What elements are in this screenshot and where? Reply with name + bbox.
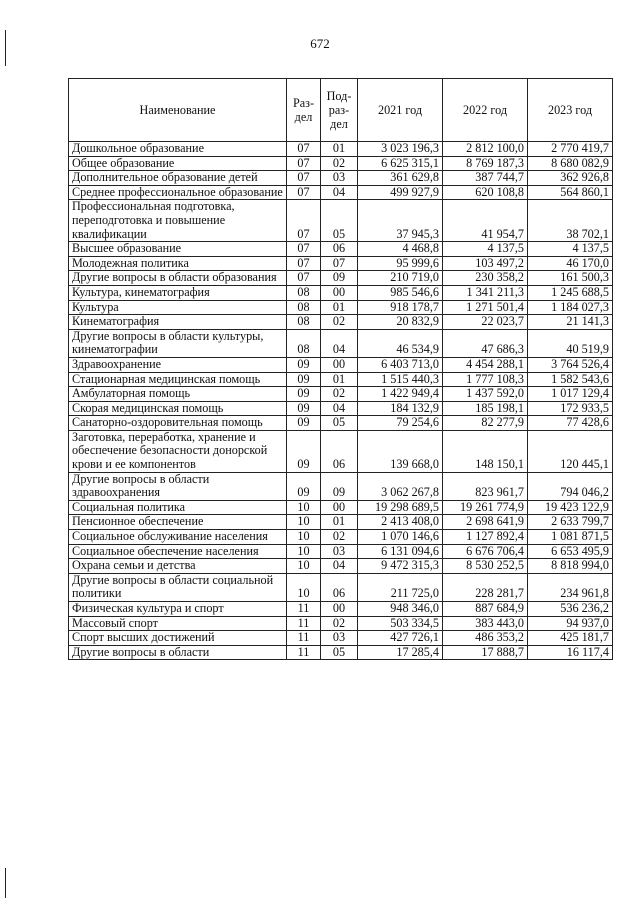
row-2021-cell: 6 131 094,6 [358,544,443,559]
row-subsection-cell: 00 [321,602,358,617]
row-2022-cell: 17 888,7 [443,645,528,660]
row-section-cell: 08 [287,315,321,330]
row-2023-cell: 21 141,3 [528,315,613,330]
row-subsection-cell: 03 [321,171,358,186]
row-section-cell: 11 [287,645,321,660]
row-2021-cell: 503 334,5 [358,616,443,631]
row-name-cell: Высшее образование [69,242,287,257]
row-2023-cell: 536 236,2 [528,602,613,617]
row-2022-cell: 185 198,1 [443,401,528,416]
row-name-cell: Другие вопросы в области здравоохранения [69,472,287,500]
row-2023-cell: 120 445,1 [528,430,613,472]
row-name-cell: Другие вопросы в области социальной политики [69,573,287,601]
table-body [69,142,613,660]
row-2022-cell: 823 961,7 [443,472,528,500]
row-subsection-cell: 06 [321,242,358,257]
row-2023-cell: 46 170,0 [528,256,613,271]
row-subsection-cell: 01 [321,142,358,157]
row-subsection-cell: 05 [321,200,358,242]
row-2021-cell: 6 403 713,0 [358,357,443,372]
table-row [69,544,613,559]
table-row [69,300,613,315]
row-name-cell: Молодежная политика [69,256,287,271]
row-2021-cell: 985 546,6 [358,285,443,300]
row-2021-cell: 20 832,9 [358,315,443,330]
row-2022-cell: 1 341 211,3 [443,285,528,300]
row-2023-cell: 94 937,0 [528,616,613,631]
row-2022-cell: 47 686,3 [443,329,528,357]
header-2023: 2023 год [528,79,613,142]
table-row [69,530,613,545]
row-name-cell: Дополнительное образование детей [69,171,287,186]
row-section-cell: 07 [287,200,321,242]
table-row [69,256,613,271]
row-2023-cell: 38 702,1 [528,200,613,242]
budget-table [68,78,613,660]
row-name-cell: Скорая медицинская помощь [69,401,287,416]
row-2023-cell: 1 017 129,4 [528,387,613,402]
row-2023-cell: 1 081 871,5 [528,530,613,545]
row-name-cell: Профессиональная подготовка, переподготовка и повышение квалификации [69,200,287,242]
row-section-cell: 08 [287,300,321,315]
row-2021-cell: 1 515 440,3 [358,372,443,387]
row-subsection-cell: 04 [321,559,358,574]
row-name-cell: Массовый спорт [69,616,287,631]
table-row [69,401,613,416]
table-row [69,645,613,660]
row-name-cell: Другие вопросы в области образования [69,271,287,286]
table-header-row [69,79,613,142]
row-2023-cell: 161 500,3 [528,271,613,286]
row-subsection-cell: 02 [321,616,358,631]
table-row [69,430,613,472]
row-2022-cell: 486 353,2 [443,631,528,646]
row-2022-cell: 2 698 641,9 [443,515,528,530]
row-section-cell: 07 [287,156,321,171]
header-section: Раз- дел [287,79,321,142]
row-2021-cell: 918 178,7 [358,300,443,315]
row-2023-cell: 16 117,4 [528,645,613,660]
row-2021-cell: 95 999,6 [358,256,443,271]
row-2023-cell: 1 245 688,5 [528,285,613,300]
header-name: Наименование [69,79,287,142]
header-2021: 2021 год [358,79,443,142]
row-2021-cell: 37 945,3 [358,200,443,242]
row-2023-cell: 564 860,1 [528,185,613,200]
row-subsection-cell: 05 [321,645,358,660]
row-2022-cell: 2 812 100,0 [443,142,528,157]
row-2022-cell: 387 744,7 [443,171,528,186]
row-2023-cell: 1 184 027,3 [528,300,613,315]
row-section-cell: 10 [287,530,321,545]
row-name-cell: Санаторно-оздоровительная помощь [69,416,287,431]
row-name-cell: Кинематография [69,315,287,330]
row-2023-cell: 1 582 543,6 [528,372,613,387]
row-section-cell: 10 [287,500,321,515]
row-name-cell: Общее образование [69,156,287,171]
row-2023-cell: 6 653 495,9 [528,544,613,559]
row-subsection-cell: 09 [321,271,358,286]
row-2022-cell: 620 108,8 [443,185,528,200]
row-2023-cell: 2 633 799,7 [528,515,613,530]
page-number: 672 [310,36,330,51]
row-name-cell: Социальное обслуживание населения [69,530,287,545]
row-2021-cell: 1 070 146,6 [358,530,443,545]
table-row [69,171,613,186]
table-row [69,315,613,330]
row-2023-cell: 425 181,7 [528,631,613,646]
row-section-cell: 07 [287,142,321,157]
row-2023-cell: 794 046,2 [528,472,613,500]
row-section-cell: 09 [287,472,321,500]
row-section-cell: 09 [287,416,321,431]
row-section-cell: 11 [287,631,321,646]
row-2023-cell: 234 961,8 [528,573,613,601]
table-row [69,559,613,574]
row-2023-cell: 40 519,9 [528,329,613,357]
row-2021-cell: 2 413 408,0 [358,515,443,530]
row-section-cell: 08 [287,285,321,300]
row-subsection-cell: 04 [321,185,358,200]
table-row [69,372,613,387]
row-subsection-cell: 01 [321,372,358,387]
row-2021-cell: 19 298 689,5 [358,500,443,515]
row-name-cell: Заготовка, переработка, хранение и обеспечение безопасности донорской крови и ее компонентов [69,430,287,472]
row-2023-cell: 19 423 122,9 [528,500,613,515]
row-name-cell: Спорт высших достижений [69,631,287,646]
table-row [69,242,613,257]
row-subsection-cell: 03 [321,631,358,646]
row-section-cell: 11 [287,616,321,631]
row-2021-cell: 3 062 267,8 [358,472,443,500]
table-row [69,200,613,242]
row-2022-cell: 22 023,7 [443,315,528,330]
row-2022-cell: 1 777 108,3 [443,372,528,387]
row-2021-cell: 17 285,4 [358,645,443,660]
row-subsection-cell: 00 [321,500,358,515]
table-row [69,285,613,300]
table-row [69,185,613,200]
row-2021-cell: 9 472 315,3 [358,559,443,574]
row-section-cell: 09 [287,430,321,472]
row-section-cell: 10 [287,559,321,574]
row-section-cell: 10 [287,573,321,601]
row-name-cell: Культура, кинематография [69,285,287,300]
row-section-cell: 07 [287,242,321,257]
row-2023-cell: 2 770 419,7 [528,142,613,157]
row-2021-cell: 139 668,0 [358,430,443,472]
row-2021-cell: 948 346,0 [358,602,443,617]
row-name-cell: Культура [69,300,287,315]
header-subsection: Под- раз- дел [321,79,358,142]
row-subsection-cell: 02 [321,156,358,171]
row-2021-cell: 79 254,6 [358,416,443,431]
row-2022-cell: 4 137,5 [443,242,528,257]
row-2022-cell: 1 271 501,4 [443,300,528,315]
row-2021-cell: 1 422 949,4 [358,387,443,402]
row-section-cell: 10 [287,515,321,530]
row-2021-cell: 3 023 196,3 [358,142,443,157]
row-name-cell: Другие вопросы в области культуры, кинематографии [69,329,287,357]
row-2022-cell: 8 769 187,3 [443,156,528,171]
row-2021-cell: 499 927,9 [358,185,443,200]
row-subsection-cell: 01 [321,300,358,315]
table-row [69,271,613,286]
row-2021-cell: 210 719,0 [358,271,443,286]
row-2022-cell: 19 261 774,9 [443,500,528,515]
row-subsection-cell: 00 [321,357,358,372]
scan-edge-mark-bottom [5,868,6,898]
row-2022-cell: 4 454 288,1 [443,357,528,372]
row-name-cell: Среднее профессиональное образование [69,185,287,200]
row-2021-cell: 427 726,1 [358,631,443,646]
row-subsection-cell: 02 [321,315,358,330]
row-2023-cell: 4 137,5 [528,242,613,257]
table-row [69,500,613,515]
row-2022-cell: 148 150,1 [443,430,528,472]
row-section-cell: 09 [287,372,321,387]
row-name-cell: Пенсионное обеспечение [69,515,287,530]
row-2021-cell: 184 132,9 [358,401,443,416]
row-section-cell: 09 [287,401,321,416]
table-row [69,602,613,617]
row-2023-cell: 8 680 082,9 [528,156,613,171]
row-subsection-cell: 02 [321,530,358,545]
row-2022-cell: 82 277,9 [443,416,528,431]
table-row [69,329,613,357]
row-subsection-cell: 04 [321,329,358,357]
table-row [69,631,613,646]
row-subsection-cell: 02 [321,387,358,402]
row-subsection-cell: 03 [321,544,358,559]
row-name-cell: Охрана семьи и детства [69,559,287,574]
row-subsection-cell: 04 [321,401,358,416]
row-2023-cell: 362 926,8 [528,171,613,186]
row-section-cell: 07 [287,185,321,200]
row-2023-cell: 8 818 994,0 [528,559,613,574]
row-name-cell: Социальная политика [69,500,287,515]
row-section-cell: 10 [287,544,321,559]
row-2022-cell: 228 281,7 [443,573,528,601]
table-row [69,416,613,431]
row-subsection-cell: 07 [321,256,358,271]
row-2022-cell: 1 437 592,0 [443,387,528,402]
table-row [69,357,613,372]
row-subsection-cell: 00 [321,285,358,300]
row-section-cell: 09 [287,357,321,372]
row-2022-cell: 103 497,2 [443,256,528,271]
table-row [69,616,613,631]
row-name-cell: Здравоохранение [69,357,287,372]
table-row [69,156,613,171]
row-2023-cell: 3 764 526,4 [528,357,613,372]
header-2022: 2022 год [443,79,528,142]
table-row [69,472,613,500]
row-2021-cell: 46 534,9 [358,329,443,357]
row-subsection-cell: 06 [321,430,358,472]
row-name-cell: Физическая культура и спорт [69,602,287,617]
row-2022-cell: 1 127 892,4 [443,530,528,545]
row-name-cell: Социальное обеспечение населения [69,544,287,559]
row-2022-cell: 230 358,2 [443,271,528,286]
table-row [69,573,613,601]
row-section-cell: 07 [287,271,321,286]
row-subsection-cell: 09 [321,472,358,500]
row-2021-cell: 361 629,8 [358,171,443,186]
table-row [69,387,613,402]
row-name-cell: Амбулаторная помощь [69,387,287,402]
row-2021-cell: 6 625 315,1 [358,156,443,171]
row-subsection-cell: 05 [321,416,358,431]
row-subsection-cell: 01 [321,515,358,530]
row-2022-cell: 6 676 706,4 [443,544,528,559]
row-section-cell: 11 [287,602,321,617]
row-2023-cell: 172 933,5 [528,401,613,416]
table-row [69,142,613,157]
row-2023-cell: 77 428,6 [528,416,613,431]
row-2021-cell: 211 725,0 [358,573,443,601]
row-name-cell: Другие вопросы в области [69,645,287,660]
row-subsection-cell: 06 [321,573,358,601]
row-section-cell: 07 [287,256,321,271]
row-name-cell: Стационарная медицинская помощь [69,372,287,387]
row-2022-cell: 8 530 252,5 [443,559,528,574]
row-section-cell: 08 [287,329,321,357]
row-2022-cell: 887 684,9 [443,602,528,617]
row-2022-cell: 41 954,7 [443,200,528,242]
table-row [69,515,613,530]
row-2021-cell: 4 468,8 [358,242,443,257]
row-section-cell: 07 [287,171,321,186]
row-2022-cell: 383 443,0 [443,616,528,631]
row-section-cell: 09 [287,387,321,402]
row-name-cell: Дошкольное образование [69,142,287,157]
